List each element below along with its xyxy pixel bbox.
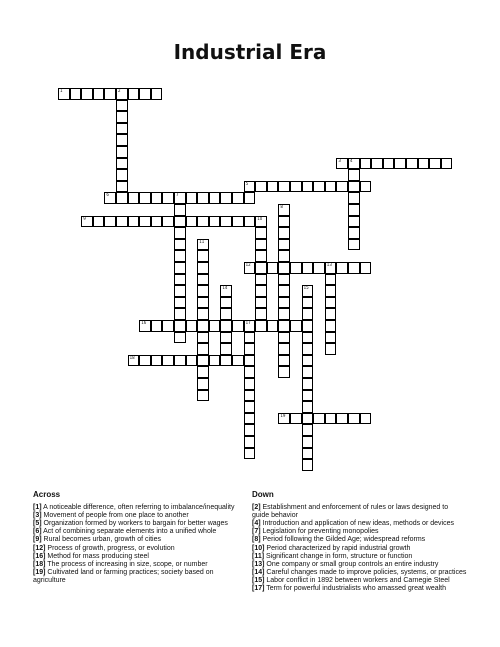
grid-cell[interactable] [116, 123, 128, 135]
clue-number: [11] [252, 552, 265, 560]
grid-cell[interactable] [348, 216, 360, 228]
grid-cell[interactable] [302, 181, 314, 193]
grid-cell[interactable] [174, 262, 186, 274]
down-clue [252, 577, 467, 585]
clue-number: [15] [252, 576, 265, 584]
grid-cell[interactable] [255, 274, 267, 286]
grid-cell[interactable] [360, 262, 372, 274]
grid-cell[interactable] [128, 355, 140, 367]
grid-cell[interactable] [174, 308, 186, 320]
grid-cell[interactable] [267, 262, 279, 274]
grid-cell[interactable] [174, 320, 186, 332]
clue-text: Cultivated land or farming practices; society based on agriculture [33, 568, 214, 584]
grid-cell[interactable] [197, 343, 209, 355]
grid-cell[interactable] [383, 158, 395, 170]
grid-cell[interactable] [255, 308, 267, 320]
grid-cell[interactable] [302, 424, 314, 436]
grid-cell[interactable] [197, 192, 209, 204]
clue-text: Act of combining separate elements into a unified whole [41, 528, 217, 536]
grid-cell[interactable] [278, 181, 290, 193]
grid-cell[interactable] [220, 285, 232, 297]
grid-cell[interactable] [197, 320, 209, 332]
clue-text: Rural becomes urban, growth of cities [41, 536, 162, 544]
grid-cell[interactable] [267, 181, 279, 193]
clue-number: [3] [33, 512, 42, 520]
grid-cell[interactable] [151, 88, 163, 100]
grid-cell[interactable] [325, 285, 337, 297]
grid-cell[interactable] [104, 216, 116, 228]
clue-number: [8] [252, 536, 261, 544]
clue-number: [10] [252, 544, 265, 552]
cell-number: 7 [176, 192, 179, 198]
grid-cell[interactable] [186, 320, 198, 332]
across-clue [33, 520, 248, 528]
grid-cell[interactable] [116, 181, 128, 193]
grid-cell[interactable] [302, 459, 314, 471]
across-clue [33, 569, 248, 585]
grid-cell[interactable] [325, 297, 337, 309]
across-clues [33, 491, 248, 585]
cell-number: 2 [118, 88, 121, 93]
grid-cell[interactable] [232, 192, 244, 204]
across-clue [33, 536, 248, 544]
grid-cell[interactable] [197, 366, 209, 378]
grid-cell[interactable] [290, 320, 302, 332]
grid-cell[interactable] [429, 158, 441, 170]
cell-number: 12 [245, 262, 251, 267]
grid-cell[interactable] [220, 320, 232, 332]
across-clue [33, 528, 248, 536]
grid-cell[interactable] [128, 216, 140, 228]
clue-text: Period following the Gilded Age; widespread reforms [260, 536, 426, 544]
grid-cell[interactable] [162, 192, 174, 204]
grid-cell[interactable] [325, 343, 337, 355]
grid-cell[interactable] [162, 216, 174, 228]
grid-cell[interactable] [302, 355, 314, 367]
clue-text: Period characterized by rapid industrial growth [264, 544, 411, 552]
clue-text: Movement of people from one place to another [41, 512, 189, 520]
grid-cell[interactable] [244, 343, 256, 355]
clue-text: Establishment and enforcement of rules or laws designed to guide behavior [252, 504, 449, 520]
cell-number: 17 [245, 320, 251, 325]
grid-cell[interactable] [302, 390, 314, 402]
clue-text: Term for powerful industrialists who amassed great wealth [264, 585, 447, 593]
grid-cell[interactable] [174, 239, 186, 251]
grid-cell[interactable] [220, 355, 232, 367]
grid-cell[interactable] [348, 239, 360, 251]
down-clue [252, 561, 467, 569]
grid-cell[interactable] [220, 308, 232, 320]
cell-number: 3 [338, 157, 341, 163]
clue-number: [1] [33, 504, 42, 512]
grid-cell[interactable] [360, 158, 372, 170]
grid-cell[interactable] [360, 413, 372, 425]
grid-cell[interactable] [278, 274, 290, 286]
cell-number: 13 [326, 262, 332, 267]
grid-cell[interactable] [348, 192, 360, 204]
grid-cell[interactable] [302, 332, 314, 344]
grid-cell[interactable] [93, 216, 105, 228]
grid-cell[interactable] [360, 181, 372, 193]
grid-cell[interactable] [162, 320, 174, 332]
grid-cell[interactable] [336, 262, 348, 274]
grid-cell[interactable] [302, 262, 314, 274]
grid-cell[interactable] [162, 355, 174, 367]
grid-cell[interactable] [174, 227, 186, 239]
grid-cell[interactable] [302, 378, 314, 390]
grid-cell[interactable] [116, 88, 128, 100]
grid-cell[interactable] [244, 413, 256, 425]
grid-cell[interactable] [151, 320, 163, 332]
grid-cell[interactable] [244, 192, 256, 204]
clue-text: One company or small group controls an entire industry [264, 560, 439, 568]
down-clue [252, 528, 467, 536]
clue-text: Introduction and application of new ideas, methods or devices [260, 520, 454, 528]
grid-cell[interactable] [325, 274, 337, 286]
grid-cell[interactable] [255, 320, 267, 332]
grid-cell[interactable] [232, 320, 244, 332]
grid-cell[interactable] [244, 262, 256, 274]
grid-cell[interactable] [244, 355, 256, 367]
clue-text: A noticeable difference, often referring to imbalance/inequality [41, 504, 235, 512]
grid-cell[interactable] [197, 274, 209, 286]
grid-cell[interactable] [255, 227, 267, 239]
grid-cell[interactable] [116, 111, 128, 123]
grid-cell[interactable] [348, 227, 360, 239]
grid-cell[interactable] [209, 320, 221, 332]
cell-number: 8 [280, 204, 283, 209]
grid-cell[interactable] [174, 285, 186, 297]
grid-cell[interactable] [93, 88, 105, 100]
grid-cell[interactable] [139, 88, 151, 100]
grid-cell[interactable] [278, 262, 290, 274]
across-heading: Across [33, 490, 61, 499]
across-clue [33, 545, 248, 553]
clue-number: [19] [33, 568, 46, 576]
cell-number: 4 [350, 157, 353, 163]
grid-cell[interactable] [278, 413, 290, 425]
grid-cell[interactable] [325, 308, 337, 320]
cell-number: 18 [129, 354, 135, 360]
grid-cell[interactable] [232, 216, 244, 228]
clue-number: [5] [33, 520, 42, 528]
cell-number: 11 [199, 238, 205, 244]
grid-cell[interactable] [244, 332, 256, 344]
cell-number: 9 [83, 215, 86, 221]
grid-cell[interactable] [174, 332, 186, 344]
grid-cell[interactable] [278, 320, 290, 332]
cell-number: 15 [303, 285, 309, 291]
grid-cell[interactable] [348, 158, 360, 170]
grid-cell[interactable] [174, 204, 186, 216]
clue-text: Legislation for preventing monopolies [260, 528, 379, 536]
down-clue [252, 520, 467, 528]
grid-cell[interactable] [209, 192, 221, 204]
grid-cell[interactable] [116, 192, 128, 204]
grid-cell[interactable] [255, 181, 267, 193]
clue-number: [17] [252, 585, 265, 593]
clue-text: Method for mass producing steel [45, 552, 149, 560]
grid-cell[interactable] [128, 192, 140, 204]
grid-cell[interactable] [278, 297, 290, 309]
grid-cell[interactable] [232, 355, 244, 367]
clue-number: [4] [252, 520, 261, 528]
down-clue [252, 553, 467, 561]
grid-cell[interactable] [244, 424, 256, 436]
grid-cell[interactable] [278, 204, 290, 216]
clue-text: Significant change in form, structure or function [264, 552, 413, 560]
grid-cell[interactable] [302, 448, 314, 460]
clue-number: [16] [33, 552, 46, 560]
grid-cell[interactable] [278, 332, 290, 344]
grid-cell[interactable] [244, 436, 256, 448]
grid-cell[interactable] [81, 88, 93, 100]
grid-cell[interactable] [348, 169, 360, 181]
grid-cell[interactable] [139, 355, 151, 367]
grid-cell[interactable] [325, 413, 337, 425]
grid-cell[interactable] [116, 100, 128, 112]
grid-cell[interactable] [278, 366, 290, 378]
across-clue [33, 504, 248, 512]
cell-number: 10 [257, 215, 263, 221]
cell-number: 14 [222, 285, 228, 291]
down-clue [252, 585, 467, 593]
grid-cell[interactable] [220, 192, 232, 204]
grid-cell[interactable] [348, 204, 360, 216]
grid-cell[interactable] [116, 169, 128, 181]
down-clue [252, 504, 467, 520]
grid-cell[interactable] [244, 216, 256, 228]
grid-cell[interactable] [174, 216, 186, 228]
grid-cell[interactable] [255, 285, 267, 297]
grid-cell[interactable] [325, 332, 337, 344]
down-clue [252, 536, 467, 544]
grid-cell[interactable] [278, 343, 290, 355]
grid-cell[interactable] [139, 216, 151, 228]
grid-cell[interactable] [302, 436, 314, 448]
across-clue [33, 553, 248, 561]
grid-cell[interactable] [197, 262, 209, 274]
grid-cell[interactable] [139, 320, 151, 332]
clue-text: Organization formed by workers to bargain for better wages [41, 520, 228, 528]
cell-number: 16 [141, 320, 147, 325]
grid-cell[interactable] [197, 355, 209, 367]
grid-cell[interactable] [302, 297, 314, 309]
puzzle-title: Industrial Era [173, 40, 327, 64]
grid-cell[interactable] [116, 134, 128, 146]
grid-cell[interactable] [278, 285, 290, 297]
grid-cell[interactable] [220, 297, 232, 309]
grid-cell[interactable] [244, 378, 256, 390]
grid-cell[interactable] [244, 390, 256, 402]
grid-cell[interactable] [336, 413, 348, 425]
down-clue [252, 545, 467, 553]
grid-cell[interactable] [104, 192, 116, 204]
grid-cell[interactable] [278, 308, 290, 320]
grid-cell[interactable] [406, 158, 418, 170]
grid-cell[interactable] [197, 297, 209, 309]
grid-cell[interactable] [244, 448, 256, 460]
grid-cell[interactable] [267, 320, 279, 332]
grid-cell[interactable] [244, 366, 256, 378]
grid-cell[interactable] [197, 332, 209, 344]
grid-cell[interactable] [151, 355, 163, 367]
grid-cell[interactable] [220, 343, 232, 355]
grid-cell[interactable] [325, 262, 337, 274]
grid-cell[interactable] [197, 285, 209, 297]
grid-cell[interactable] [209, 355, 221, 367]
grid-cell[interactable] [325, 320, 337, 332]
clue-text: Careful changes made to improve policies, systems, or practices [264, 568, 467, 576]
clue-number: [7] [252, 528, 261, 536]
grid-cell[interactable] [197, 378, 209, 390]
cell-number: 6 [106, 192, 109, 198]
grid-cell[interactable] [139, 192, 151, 204]
grid-cell[interactable] [244, 181, 256, 193]
grid-cell[interactable] [197, 239, 209, 251]
grid-cell[interactable] [197, 250, 209, 262]
grid-cell[interactable] [104, 88, 116, 100]
grid-cell[interactable] [278, 216, 290, 228]
grid-cell[interactable] [278, 227, 290, 239]
cell-number: 1 [60, 88, 63, 93]
grid-cell[interactable] [220, 216, 232, 228]
grid-cell[interactable] [151, 216, 163, 228]
grid-cell[interactable] [290, 413, 302, 425]
grid-cell[interactable] [116, 158, 128, 170]
grid-cell[interactable] [348, 262, 360, 274]
grid-cell[interactable] [313, 181, 325, 193]
grid-cell[interactable] [255, 297, 267, 309]
down-clues [252, 491, 467, 593]
grid-cell[interactable] [116, 216, 128, 228]
grid-cell[interactable] [336, 181, 348, 193]
grid-cell[interactable] [174, 274, 186, 286]
grid-cell[interactable] [186, 355, 198, 367]
grid-cell[interactable] [174, 355, 186, 367]
grid-cell[interactable] [313, 413, 325, 425]
grid-cell[interactable] [128, 88, 140, 100]
clue-number: [9] [33, 536, 42, 544]
grid-cell[interactable] [151, 192, 163, 204]
grid-cell[interactable] [70, 88, 82, 100]
across-clue [33, 561, 248, 569]
clue-text: Process of growth, progress, or evolution [45, 544, 175, 552]
grid-cell[interactable] [197, 216, 209, 228]
grid-cell[interactable] [348, 413, 360, 425]
grid-cell[interactable] [348, 181, 360, 193]
grid-cell[interactable] [255, 239, 267, 251]
grid-cell[interactable] [220, 332, 232, 344]
clue-number: [6] [33, 528, 42, 536]
grid-cell[interactable] [255, 250, 267, 262]
grid-cell[interactable] [302, 320, 314, 332]
grid-cell[interactable] [371, 158, 383, 170]
cell-number: 5 [245, 180, 249, 186]
grid-cell[interactable] [197, 390, 209, 402]
grid-cell[interactable] [418, 158, 430, 170]
grid-cell[interactable] [186, 216, 198, 228]
down-clue [252, 569, 467, 577]
grid-cell[interactable] [174, 192, 186, 204]
grid-cell[interactable] [116, 146, 128, 158]
grid-cell[interactable] [302, 285, 314, 297]
grid-cell[interactable] [278, 239, 290, 251]
grid-cell[interactable] [81, 216, 93, 228]
grid-cell[interactable] [302, 366, 314, 378]
clue-number: [13] [252, 560, 265, 568]
grid-cell[interactable] [336, 158, 348, 170]
grid-cell[interactable] [278, 355, 290, 367]
grid-cell[interactable] [209, 216, 221, 228]
grid-cell[interactable] [302, 343, 314, 355]
grid-cell[interactable] [244, 401, 256, 413]
grid-cell[interactable] [244, 320, 256, 332]
clue-number: [14] [252, 568, 265, 576]
grid-cell[interactable] [325, 181, 337, 193]
grid-cell[interactable] [302, 308, 314, 320]
clue-text: The process of increasing in size, scope, or number [45, 560, 208, 568]
grid-cell[interactable] [255, 216, 267, 228]
grid-cell[interactable] [290, 181, 302, 193]
grid-cell[interactable] [197, 308, 209, 320]
grid-cell[interactable] [302, 413, 314, 425]
grid-cell[interactable] [290, 262, 302, 274]
across-clue [33, 512, 248, 520]
grid-cell[interactable] [313, 262, 325, 274]
grid-cell[interactable] [278, 250, 290, 262]
down-heading: Down [252, 490, 274, 499]
grid-cell[interactable] [255, 262, 267, 274]
cell-number: 19 [280, 412, 286, 418]
clue-text: Labor conflict in 1892 between workers and Carnegie Steel [264, 576, 450, 584]
clue-number: [2] [252, 504, 261, 512]
grid-cell[interactable] [394, 158, 406, 170]
grid-cell[interactable] [174, 297, 186, 309]
grid-cell[interactable] [186, 192, 198, 204]
grid-cell[interactable] [174, 250, 186, 262]
clue-number: [18] [33, 560, 46, 568]
clue-number: [12] [33, 544, 46, 552]
grid-cell[interactable] [441, 158, 453, 170]
grid-cell[interactable] [302, 401, 314, 413]
grid-cell[interactable] [58, 88, 70, 100]
